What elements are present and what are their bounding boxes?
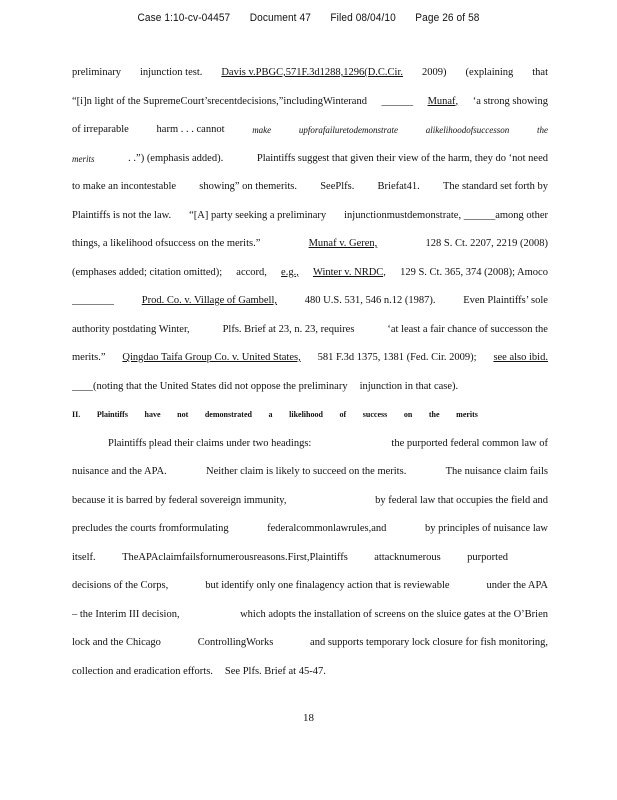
text-line: because it is barred by federal sovereign immunity, by federal law that occupies the field and bbox=[72, 494, 548, 506]
text-line: preliminary injunction test. Davis v.PBGC,571F.3d1288,1296(D.C.Cir. 2009) (explaining that bbox=[72, 67, 548, 78]
text-line: (emphases added; citation omitted); accord, e.g., Winter v. NRDC, 129 S. Ct. 365, 374 (2008); Amoco bbox=[72, 266, 548, 278]
text-line: Plaintiffs is not the law. “[A] party seeking a preliminary injunctionmustdemonstrate, ______among other bbox=[72, 209, 548, 221]
text-line: ____(noting that the United States did not oppose the preliminary injunction in that case). bbox=[72, 380, 459, 392]
text-line: Plaintiffs plead their claims under two headings: the purported federal common law of bbox=[108, 437, 548, 449]
case-header bbox=[25, 12, 593, 24]
section-heading: II. Plaintiffs have not demonstrated a likelihood of success on the merits bbox=[72, 410, 478, 419]
text-line: nuisance and the APA. Neither claim is likely to succeed on the merits. The nuisance claim fails bbox=[72, 466, 548, 477]
page-indicator: Page 26 of 58 bbox=[415, 12, 480, 24]
case-number: Case 1:10-cv-04457 bbox=[137, 12, 231, 24]
text-line: things, a likelihood ofsuccess on the merits.” Munaf v. Geren, 128 S. Ct. 2207, 2219 (2008) bbox=[72, 238, 548, 249]
text-line: “[i]n light of the SupremeCourt’srecentdecisions,”includingWinterand ______ Munaf, ‘a strong showing bbox=[72, 95, 548, 107]
text-line: authority postdating Winter, Plfs. Brief at 23, n. 23, requires ‘at least a fair chance of successon the bbox=[72, 323, 548, 335]
page-number: 18 bbox=[303, 712, 314, 724]
text-line: collection and eradication efforts. See Plfs. Brief at 45-47. bbox=[72, 665, 326, 677]
text-line: precludes the courts fromformulating federalcommonlawrules,and by principles of nuisance law bbox=[72, 523, 548, 534]
text-line: merits . .”) (emphasis added). Plaintiffs suggest that given their view of the harm, they do ‘not need bbox=[72, 152, 548, 164]
document-body bbox=[72, 66, 548, 693]
text-line: ________ Prod. Co. v. Village of Gambell, 480 U.S. 531, 546 n.12 (1987). Even Plaintiffs’ sole bbox=[72, 295, 548, 306]
text-line: to make an incontestable showing” on themerits. SeePlfs. Briefat41. The standard set forth by bbox=[72, 181, 548, 192]
text-line: – the Interim III decision, which adopts the installation of screens on the sluice gates at the O’Brien bbox=[72, 608, 548, 620]
filed-date: Filed 08/04/10 bbox=[330, 12, 396, 24]
document-number: Document 47 bbox=[249, 12, 311, 24]
text-line: decisions of the Corps, but identify only one finalagency action that is reviewable under the APA bbox=[72, 580, 548, 591]
text-line: of irreparable harm . . . cannot make upforafailuretodemonstrate alikelihoodofsuccesson the bbox=[72, 124, 548, 135]
text-line: lock and the Chicago ControllingWorks and supports temporary lock closure for fish monitoring, bbox=[72, 637, 548, 648]
text-line: itself. TheAPAclaimfailsfornumerousreasons.First,Plaintiffs attacknumerous purported bbox=[72, 551, 508, 563]
text-line: merits.” Qingdao Taifa Group Co. v. United States, 581 F.3d 1375, 1381 (Fed. Cir. 2009); see also ibid. bbox=[72, 352, 548, 363]
